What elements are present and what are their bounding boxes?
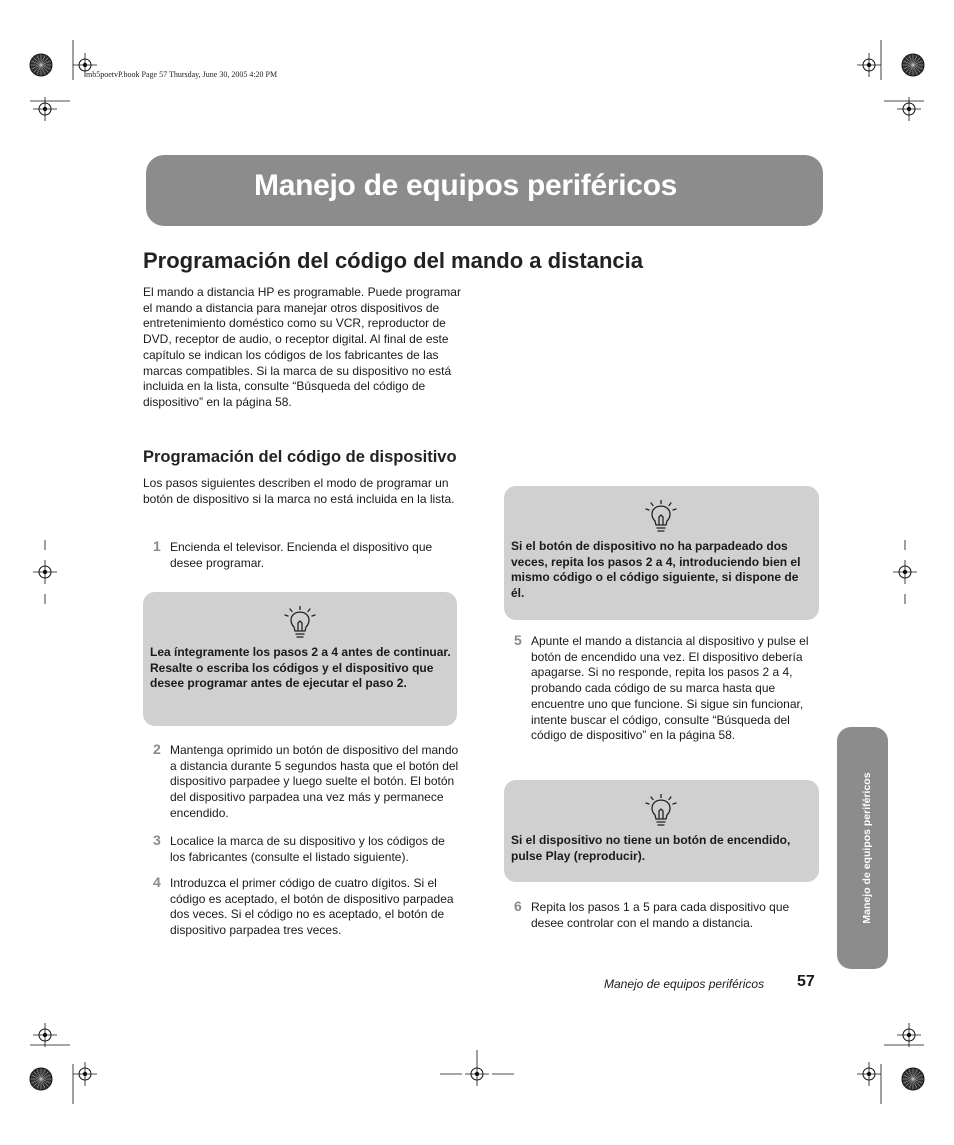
step-text: Introduzca el primer código de cuatro dígitos. Si el código es aceptado, el botón de dispositivo parpadea dos veces. Si el código no es aceptado, el botón de dispositivo parpadea tres veces.: [170, 876, 454, 938]
side-tab-label: Manejo de equipos periféricos: [861, 772, 873, 924]
lightbulb-icon: [645, 500, 677, 534]
step-text: Mantenga oprimido un botón de dispositivo del mando a distancia durante 5 segundos hasta que el botón del dispositivo parpadee y luego suelte el botón. El botón del dispositivo parpadea una vez más y permanece encendido.: [170, 743, 459, 820]
step-2: [153, 743, 463, 823]
step-number: 4: [153, 874, 161, 890]
step-number: 6: [514, 898, 522, 914]
page-number: 57: [797, 973, 815, 990]
step-number: 5: [514, 632, 522, 648]
step-3: [153, 834, 463, 868]
lightbulb-icon: [645, 794, 677, 828]
step-number: 1: [153, 538, 161, 554]
step-4: [153, 876, 463, 956]
tip-text: Si el dispositivo no tiene un botón de encendido, pulse Play (reproducir).: [511, 833, 791, 863]
intro-paragraph: El mando a distancia HP es programable. Puede programar el mando a distancia para manejar otros dispositivos de entretenimiento doméstico como su VCR, reproductor de DVD, receptor de audio, o receptor digital. Al final de este capítulo se indican los códigos de los fabricantes de las marcas compatibles. Si la marca de su dispositivo no está incluida en la lista, consulte “Búsqueda del código de dispositivo” en la página 58.: [143, 285, 461, 409]
tip-box: [504, 486, 819, 620]
step-text: Encienda el televisor. Encienda el dispositivo que desee programar.: [170, 540, 433, 570]
tip-box: [504, 780, 819, 882]
step-number: 3: [153, 832, 161, 848]
print-header-meta: mb5poetvP.book Page 57 Thursday, June 30, 2005 4:20 PM: [86, 70, 278, 79]
footer-chapter-title: Manejo de equipos periféricos: [604, 977, 765, 991]
step-text: Apunte el mando a distancia al dispositivo y pulse el botón de encendido una vez. El dispositivo debería apagarse. Si no responde, repita los pasos 2 a 4, probando cada código de su marca hasta que encuentre uno que funcione. Si sigue sin funcionar, intente buscar el código, consulte “Búsqueda del código de dispositivo” en la página 58.: [531, 634, 809, 743]
section-title: Programación del código del mando a distancia: [143, 248, 643, 273]
step-text: Localice la marca de su dispositivo y los códigos de los fabricantes (consulte el listado siguiente).: [170, 834, 445, 864]
subsection-title: Programación del código de dispositivo: [143, 448, 457, 466]
step-text: Repita los pasos 1 a 5 para cada dispositivo que desee controlar con el mando a distancia.: [531, 900, 790, 930]
step-5: [514, 634, 819, 764]
step-1: [153, 540, 463, 574]
tip-box: [143, 592, 457, 726]
lightbulb-icon: [284, 606, 316, 640]
chapter-side-tab: [837, 727, 888, 969]
step-6: [514, 900, 819, 934]
chapter-banner: [146, 155, 823, 226]
step-number: 2: [153, 741, 161, 757]
chapter-title: Manejo de equipos periféricos: [254, 169, 678, 202]
steps-intro-paragraph: Los pasos siguientes describen el modo de programar un botón de dispositivo si la marca no está incluida en la lista.: [143, 476, 455, 506]
tip-text: Lea íntegramente los pasos 2 a 4 antes de continuar. Resalte o escriba los códigos y el dispositivo que desee programar antes de ejecutar el paso 2.: [150, 645, 451, 691]
tip-text: Si el botón de dispositivo no ha parpadeado dos veces, repita los pasos 2 a 4, introduciendo bien el mismo código o el código siguiente, si dispone de él.: [511, 539, 801, 601]
